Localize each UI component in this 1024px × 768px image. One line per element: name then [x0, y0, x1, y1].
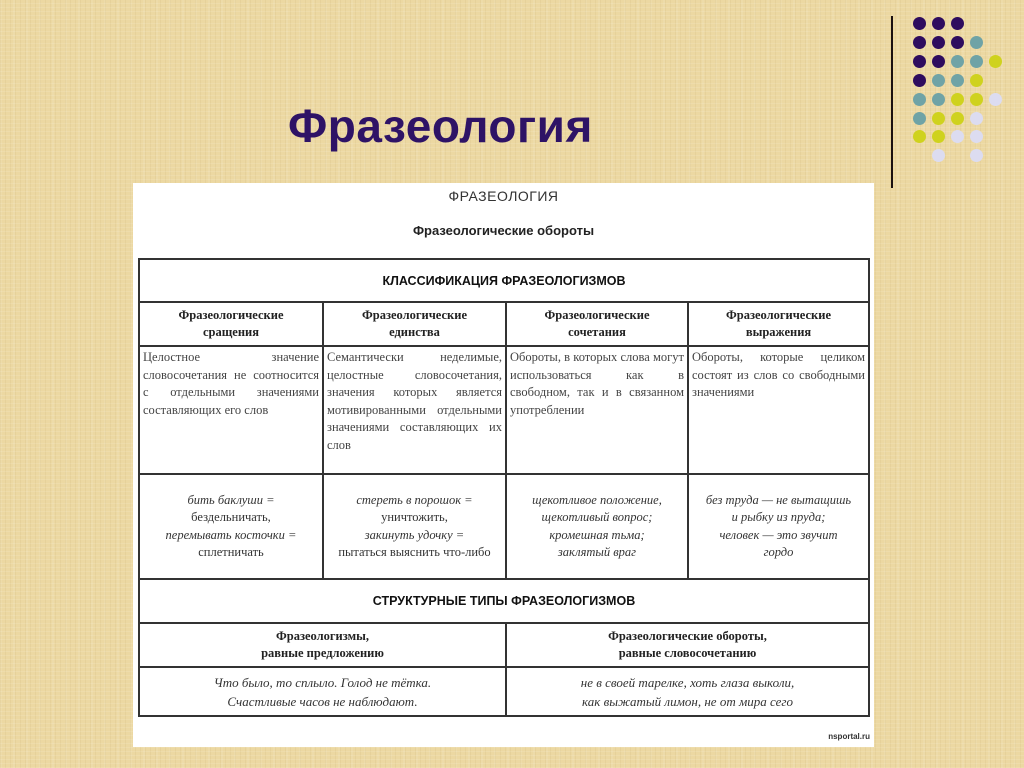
dot-icon	[970, 74, 983, 87]
dot-icon	[951, 130, 964, 143]
source-watermark: nsportal.ru	[828, 732, 870, 741]
description-expressions: Обороты, которые целиком состоят из слов со свободными значениями	[687, 345, 870, 475]
examples-unities: стереть в порошок = уничтожить, закинуть удочку = пытаться выяснить что-либо	[322, 473, 507, 580]
dot-icon	[913, 36, 926, 49]
dot-icon	[932, 130, 945, 143]
dot-icon	[932, 55, 945, 68]
dot-icon	[932, 36, 945, 49]
dot-icon	[970, 130, 983, 143]
phraseology-table-image	[133, 183, 874, 747]
dot-icon	[970, 93, 983, 106]
dot-icon	[951, 74, 964, 87]
structural-types-title: СТРУКТУРНЫЕ ТИПЫ ФРАЗЕОЛОГИЗМОВ	[372, 594, 636, 608]
dot-icon	[951, 36, 964, 49]
dot-icon	[913, 55, 926, 68]
column-header-phrase-equivalents: Фразеологические обороты, равные словосочетанию	[505, 622, 870, 668]
dot-icon	[951, 17, 964, 30]
dot-icon	[913, 112, 926, 125]
dot-icon	[989, 55, 1002, 68]
slide-title: Фразеология	[288, 100, 593, 152]
description-fusions: Целостное значение словосочетания не соотносится с отдельными значениями составляющих его слов	[138, 345, 324, 475]
dot-icon	[989, 93, 1002, 106]
dot-icon	[951, 112, 964, 125]
column-header-fusions: Фразеологические сращения	[138, 301, 324, 347]
examples-sentence-equivalents: Что было, то сплыло. Голод не тётка. Счастливые часов не наблюдают.	[138, 666, 507, 717]
dot-icon	[913, 17, 926, 30]
examples-expressions: без труда — не вытащишь и рыбку из пруда; человек — это звучит гордо	[687, 473, 870, 580]
dot-icon	[932, 112, 945, 125]
dot-icon	[932, 149, 945, 162]
examples-phrase-equivalents: не в своей тарелке, хоть глаза выколи, как выжатый лимон, не от мира сего	[505, 666, 870, 717]
dot-icon	[932, 93, 945, 106]
description-combinations: Обороты, в которых слова могут использоваться как в свободном, так и в связанном употреблении	[505, 345, 689, 475]
column-header-expressions: Фразеологические выражения	[687, 301, 870, 347]
examples-combinations: щекотливое положение, щекотливый вопрос; кромешная тьма; заклятый враг	[505, 473, 689, 580]
structural-types-banner	[138, 578, 870, 624]
dot-icon	[932, 17, 945, 30]
dot-icon	[970, 149, 983, 162]
dot-icon	[951, 55, 964, 68]
dot-icon	[951, 93, 964, 106]
dot-icon	[970, 112, 983, 125]
column-header-unities: Фразеологические единства	[322, 301, 507, 347]
document-heading: ФРАЗЕОЛОГИЯ	[448, 188, 559, 204]
column-header-combinations: Фразеологические сочетания	[505, 301, 689, 347]
dot-icon	[970, 55, 983, 68]
classification-title: КЛАССИФИКАЦИЯ ФРАЗЕОЛОГИЗМОВ	[382, 273, 626, 288]
dot-icon	[913, 74, 926, 87]
dot-icon	[913, 130, 926, 143]
column-header-sentence-equivalents: Фразеологизмы, равные предложению	[138, 622, 507, 668]
decorative-vertical-line	[891, 16, 893, 188]
examples-fusions: бить баклуши = бездельничать, перемывать косточки = сплетничать	[138, 473, 324, 580]
document-subheading: Фразеологические обороты	[412, 223, 595, 238]
classification-banner	[138, 258, 870, 303]
description-unities: Семантически неделимые, целостные словосочетания, значения которых является мотивированными отдельными значениями составляющих их слов	[322, 345, 507, 475]
dot-icon	[913, 93, 926, 106]
dot-icon	[970, 36, 983, 49]
dot-icon	[932, 74, 945, 87]
